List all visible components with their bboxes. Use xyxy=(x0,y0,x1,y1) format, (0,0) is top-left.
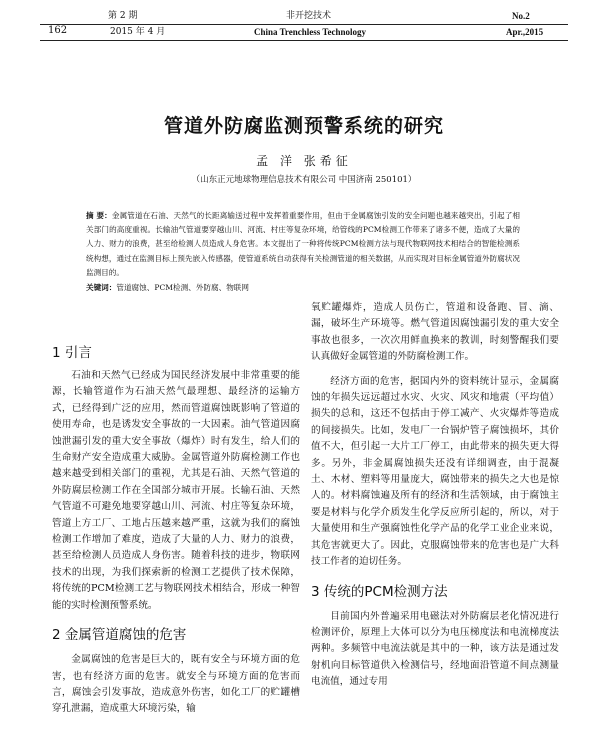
section-1-heading: 1 引言 xyxy=(52,345,92,361)
abstract xyxy=(86,209,520,280)
right-paragraph-continued: 氧贮罐爆炸，造成人员伤亡，管道和设备跑、冒、滴、漏，破坏生产环境等。燃气管道因腐蚀漏引发的重大安全事故也很多，一次次用鲜血换来的教训，时刻警醒我们要认真做好金属管道的外防腐检测工作。 xyxy=(311,302,559,363)
header-issue: 第 2 期 xyxy=(108,11,138,21)
header-issue-en: No.2 xyxy=(512,11,530,21)
section-2-paragraph: 金属腐蚀的危害是巨大的，既有安全与环境方面的危害，也有经济方面的危害。就安全与环境方面的危害而言，腐蚀会引发事故，造成意外伤害，如化工厂的贮罐槽穿孔泄漏，造成重大环境污染，输 xyxy=(52,654,300,715)
section-3-paragraph: 目前国内外普遍采用电磁法对外防腐层老化情况进行检测评价，原理上大体可以分为电压梯度法和电流梯度法两种。多频管中电流法就是其中的一种，该方法是通过发射机向目标管道供入检测信号，经地面沿管道不间点测量电流值，通过专用 xyxy=(311,610,559,688)
abstract-label: 摘 要： xyxy=(86,211,112,220)
article-affiliation: （山东正元地球物理信息技术有限公司 中国济南 250101） xyxy=(191,175,417,185)
right-paragraph-economic: 经济方面的危害，据国内外的资料统计显示，金属腐蚀的年损失远远超过水灾、火灾、风灾和地震（平均值）损失的总和，这还不包括由于停工减产、火灾爆炸等造成的间接损失。比如，发电厂一台锅炉管子腐蚀损坏，其价值不大，但引起一大片工厂停工，由此带来的损失更大得多。另外，非金属腐蚀损失还没有详细调查，由于混凝土、木材、塑料等用量庞大，腐蚀带来的损失之大也是惊人的。材料腐蚀遍及所有的经济和生活领域，由于腐蚀主要是材料与化学介质发生化学反应所引起的，所以，对于大量使用和生产强腐蚀性化学产品的化学工业企业来说，其危害就更大了。因此，克服腐蚀带来的危害也是广大科技工作者的迫切任务。 xyxy=(311,375,559,568)
header-date-cn: 2015 年 4 月 xyxy=(110,27,166,37)
abstract-text: 金属管道在石油、天然气的长距离输送过程中发挥着重要作用，但由于金属腐蚀引发的安全问题也越来越突出，引起了相关部门的高度重视。长输油气管道要穿越山川、河流、村庄等复杂环境，给管线的PCM检测工作带来了诸多不便，造成了大量的人力、财力的浪费，甚至给检测人员造成人身危害。本文提出了一种将传统PCM检测方法与现代物联网技术相结合的智能检测系统构想，通过在监测目标上预先嵌入传感器，使管道系统自动获得有关检测管道的相关数据，从而实现对目标金属管道外防腐状况监测目的。 xyxy=(86,211,520,277)
header-journal-cn: 非开挖技术 xyxy=(286,11,332,21)
left-column xyxy=(52,300,300,718)
page-number: 162 xyxy=(48,25,68,36)
header-date-en: Apr.,2015 xyxy=(506,27,544,37)
keywords xyxy=(86,281,520,295)
header-journal-en: China Trenchless Technology xyxy=(254,27,367,37)
keywords-label: 关键词： xyxy=(86,283,117,293)
header-rule-thin xyxy=(40,24,568,25)
article-title: 管道外防腐监测预警系统的研究 xyxy=(163,115,444,137)
section-2-heading: 2 金属管道腐蚀的危害 xyxy=(52,627,187,644)
section-3-heading: 3 传统的PCM检测方法 xyxy=(311,583,448,600)
section-1-paragraph: 石油和天然气已经成为国民经济发展中非常重要的能源，长输管道作为石油天然气最理想、最经济的运输方式，已经得到广泛的应用，然而管道腐蚀既影响了管道的使用寿命，也是诱发安全事故的一大因素。油气管道因腐蚀泄漏引发的重大安全事故（爆炸）时有发生，给人们的生命财产安全造成重大威胁。金属管道外防腐检测工作也越来越受到相关部门的重视，尤其是石油、天然气管道的外防腐层检测工作在全国部分城市开展。长输石油、天然气管道不可避免地要穿越山川、河流、村庄等复杂环境，管道上方工厂、工地占压越来越严重，这就为我们的腐蚀检测工作增加了难度，造成了大量的人力、财力的浪费，甚至给检测人员造成人身伤害。随着科技的进步，物联网技术的出现，为我们探索新的检测工艺提供了技术保障，将传统的PCM检测工艺与物联网技术相结合，形成一种智能的实时检测预警系统。 xyxy=(52,370,300,611)
right-column xyxy=(311,300,559,691)
header-rule xyxy=(40,40,568,41)
keywords-text: 管道腐蚀、PCM检测、外防腐、物联网 xyxy=(116,283,249,293)
article-authors: 孟 洋 张希征 xyxy=(256,154,352,168)
abstract-block xyxy=(86,209,520,295)
